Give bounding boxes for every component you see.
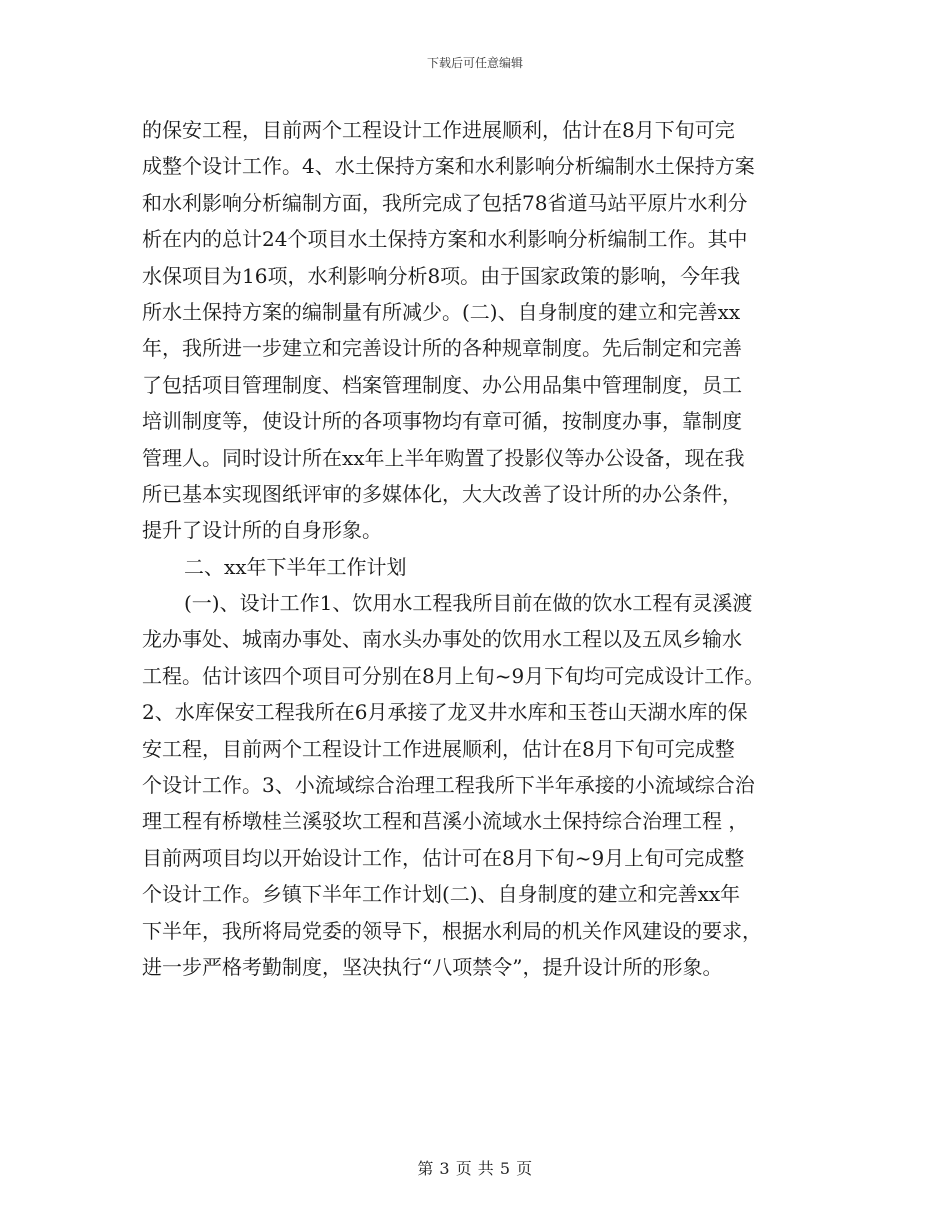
body-line: 目前两项目均以开始设计工作，估计可在8月下旬~9月上旬可完成整	[142, 845, 745, 870]
page-header: 下载后可任意编辑	[426, 56, 523, 70]
body-line: 所水土保持方案的编制量有所减少。(二)、自身制度的建立和完善xx	[142, 299, 741, 324]
section-heading: 二、xx年下半年工作计划	[184, 554, 407, 579]
body-line: 安工程，目前两个工程设计工作进展顺利，估计在8月下旬可完成整	[142, 736, 735, 761]
body-line: 年，我所进一步建立和完善设计所的各种规章制度。先后制定和完善	[142, 336, 742, 361]
body-line: 成整个设计工作。4、水土保持方案和水利影响分析编制水土保持方案	[142, 154, 755, 179]
body-line: (一)、设计工作1、饮用水工程我所目前在做的饮水工程有灵溪渡	[184, 591, 753, 616]
body-line: 提升了设计所的自身形象。	[142, 518, 382, 543]
document-body	[142, 112, 812, 985]
body-line: 工程。估计该四个项目可分别在8月上旬~9月下旬均可完成设计工作。	[142, 663, 765, 688]
body-line: 培训制度等，使设计所的各项事物均有章可循，按制度办事，靠制度	[142, 409, 742, 434]
body-line: 和水利影响分析编制方面，我所完成了包括78省道马站平原片水利分	[142, 190, 748, 215]
body-line: 的保安工程，目前两个工程设计工作进展顺利，估计在8月下旬可完	[142, 118, 735, 142]
body-line: 个设计工作。3、小流域综合治理工程我所下半年承接的小流域综合治	[142, 773, 755, 798]
body-line: 了包括项目管理制度、档案管理制度、办公用品集中管理制度，员工	[142, 372, 742, 397]
body-line: 下半年，我所将局党委的领导下，根据水利局的机关作风建设的要求，	[142, 918, 762, 943]
body-line: 2、水库保安工程我所在6月承接了龙叉井水库和玉苍山天湖水库的保	[142, 700, 748, 725]
body-line: 水保项目为16项，水利影响分析8项。由于国家政策的影响，今年我	[142, 263, 741, 288]
body-line: 管理人。同时设计所在xx年上半年购置了投影仪等办公设备，现在我	[142, 445, 745, 470]
body-line: 个设计工作。乡镇下半年工作计划(二)、自身制度的建立和完善xx年	[142, 882, 741, 907]
body-line: 进一步严格考勤制度，坚决执行“八项禁令”，提升设计所的形象。	[142, 954, 723, 979]
page-number: 第 3 页 共 5 页	[417, 1159, 533, 1178]
body-line: 所已基本实现图纸评审的多媒体化，大大改善了设计所的办公条件，	[142, 481, 742, 506]
body-line: 龙办事处、城南办事处、南水头办事处的饮用水工程以及五凤乡输水	[142, 627, 742, 652]
body-line: 析在内的总计24个项目水土保持方案和水利影响分析编制工作。其中	[142, 227, 748, 252]
body-line: 理工程有桥墩桂兰溪驳坎工程和莒溪小流域水土保持综合治理工程 ，	[142, 809, 749, 834]
